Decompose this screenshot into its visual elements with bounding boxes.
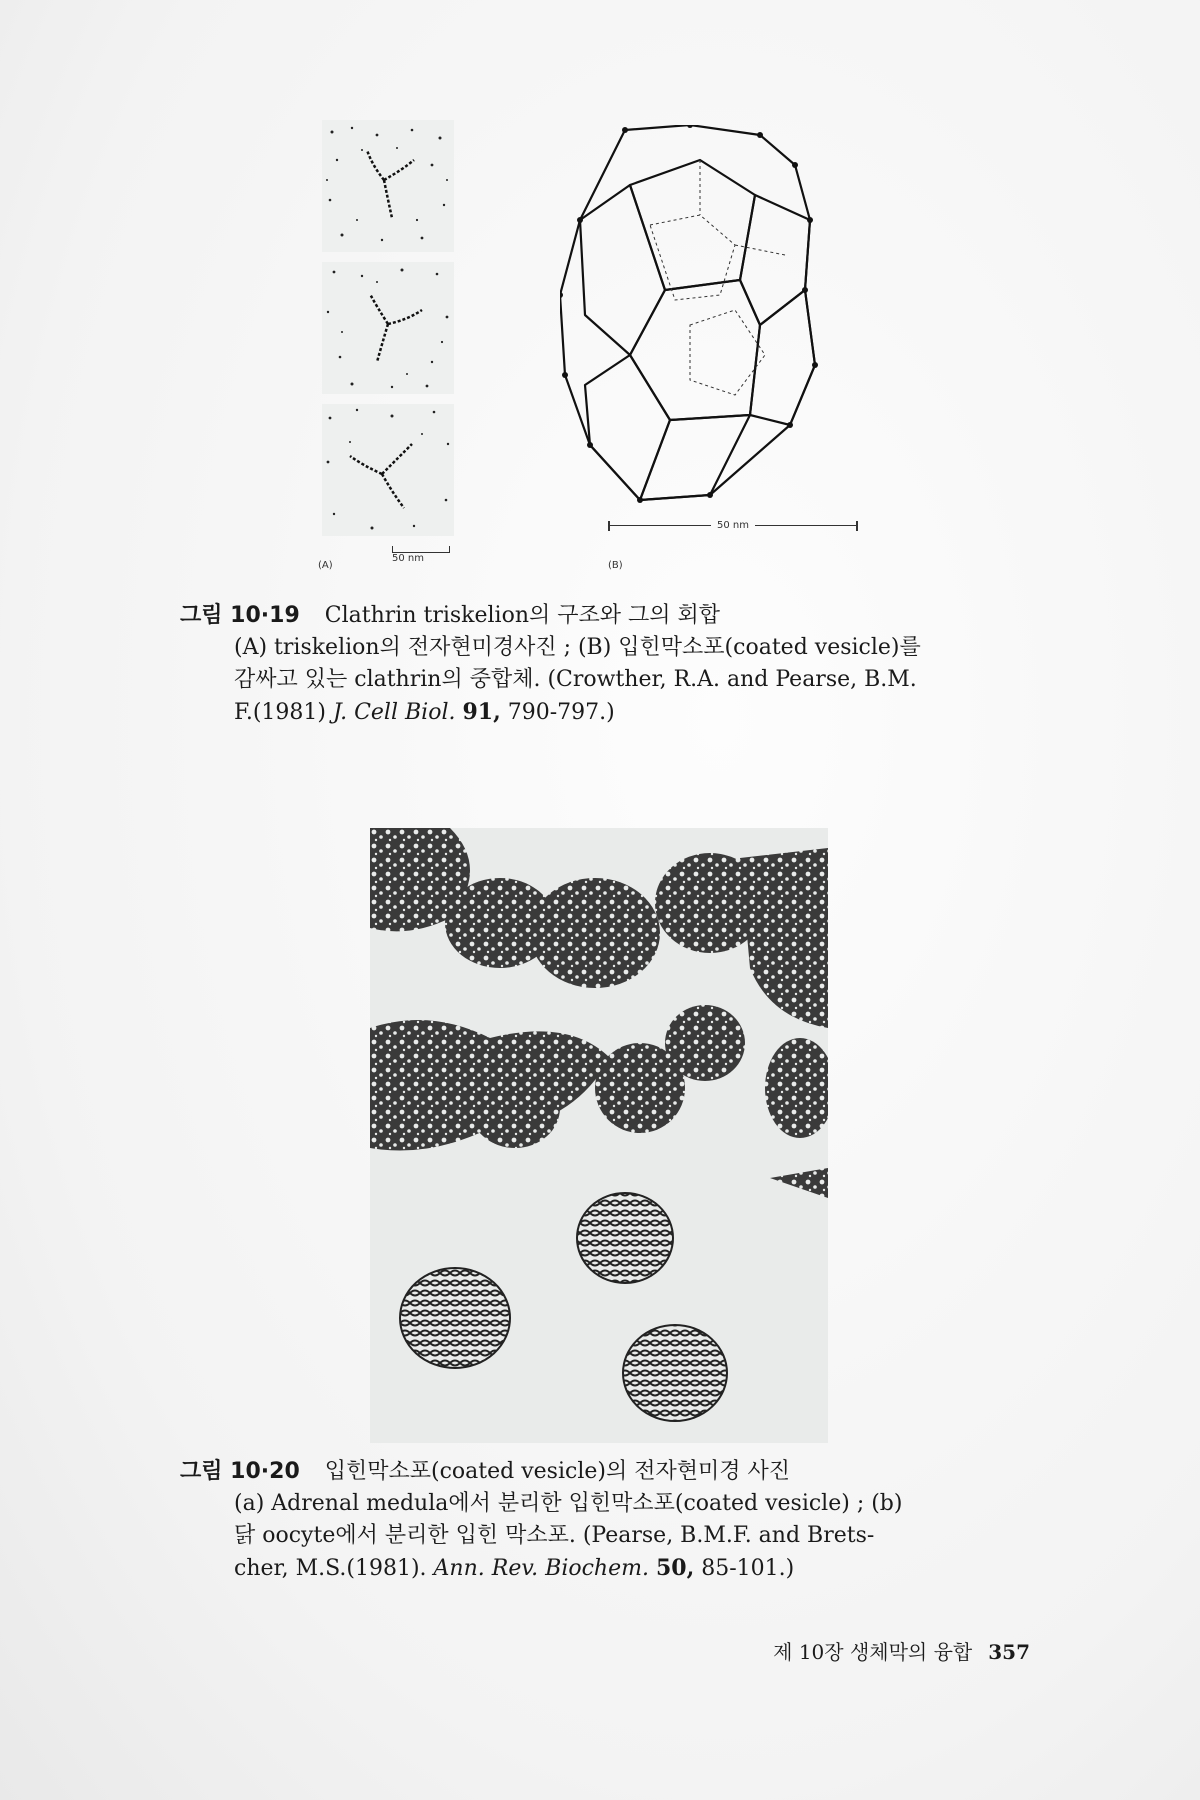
figure-10-20-line1: (a) Adrenal medula에서 분리한 입힌막소포(coated vesicle) ; (b) bbox=[234, 1491, 903, 1516]
figure-10-20-caption bbox=[180, 1456, 1020, 1585]
figure-10-20-journal: Ann. Rev. Biochem. bbox=[433, 1556, 649, 1581]
clathrin-cage-diagram bbox=[560, 125, 890, 505]
figure-10-19-line2: 감싸고 있는 clathrin의 중합체. (Crowther, R.A. and Pearse, B.M. bbox=[234, 667, 917, 692]
figure-10-19-line3: F.(1981) J. Cell Biol. 91, 790-797.) bbox=[234, 699, 615, 725]
figure-10-20-title: 입힌막소포(coated vesicle)의 전자현미경 사진 bbox=[324, 1459, 790, 1484]
triskelion-micrograph-1 bbox=[322, 120, 454, 252]
figure-10-19-line1: (A) triskelion의 전자현미경사진 ; (B) 입힌막소포(coated vesicle)를 bbox=[234, 635, 921, 660]
figure-10-19-label: 그림 10·19 bbox=[180, 603, 300, 628]
triskelion-micrograph-2 bbox=[322, 262, 454, 394]
coated-vesicle-micrograph bbox=[370, 828, 828, 1443]
figure-10-20-line2: 닭 oocyte에서 분리한 입힌 막소포. (Pearse, B.M.F. and Brets- bbox=[234, 1523, 875, 1548]
figure-10-19-volume: 91, bbox=[462, 699, 501, 725]
page-number: 357 bbox=[988, 1640, 1030, 1664]
figure-10-20-label: 그림 10·20 bbox=[180, 1459, 300, 1484]
figure-10-20-volume: 50, bbox=[655, 1555, 695, 1581]
figure-10-19-journal: J. Cell Biol. bbox=[332, 700, 456, 725]
page-footer bbox=[773, 1636, 1030, 1665]
scale-bar-b: 50 nm bbox=[608, 520, 858, 531]
panel-a-label: (A) bbox=[318, 560, 333, 571]
triskelion-micrograph-3 bbox=[322, 404, 454, 536]
scale-bar-a: 50 nm bbox=[392, 546, 450, 564]
figure-10-20-line3: cher, M.S.(1981). Ann. Rev. Biochem. 50, 85-101.) bbox=[234, 1555, 795, 1581]
panel-b-label: (B) bbox=[608, 560, 623, 571]
chapter-title: 제 10장 생체막의 융합 bbox=[773, 1640, 973, 1664]
figure-10-19-title: Clathrin triskelion의 구조와 그의 회합 bbox=[324, 603, 720, 628]
figure-10-19-caption bbox=[180, 600, 1020, 729]
